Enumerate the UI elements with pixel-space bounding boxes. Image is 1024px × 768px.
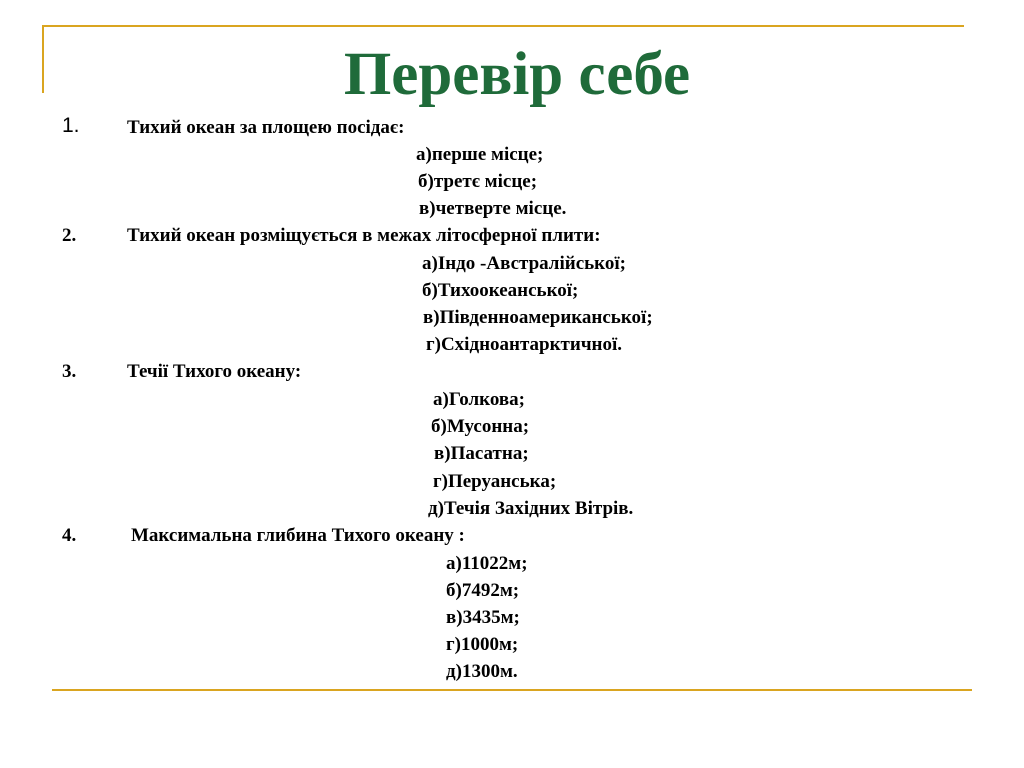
answer-option: д)Течія Західних Вітрів. [428,498,634,519]
answer-option: в)четверте місце. [419,198,567,219]
answer-option: а)перше місце; [416,144,544,165]
answer-option: б)Мусонна; [431,416,530,437]
frame-bottom-line [52,689,972,691]
answer-option: б)третє місце; [418,171,538,192]
answer-option: а)11022м; [446,553,528,574]
answer-option: г)Східноантарктичної. [426,334,623,355]
question-text: Течії Тихого океану: [127,361,302,382]
slide-title: Перевір себе [343,41,691,108]
answer-option: г)1000м; [446,634,519,655]
question-number: 2. [62,225,77,246]
answer-option: д)1300м. [446,661,518,682]
question-number: 3. [62,361,77,382]
question-number: 4. [62,525,77,546]
answer-option: а)Голкова; [433,389,525,410]
answer-option: в)3435м; [446,607,520,628]
answer-option: в)Пасатна; [434,443,529,464]
question-text: Тихий океан розміщується в межах літосферної плити: [127,225,601,246]
question-number: 1. [62,114,80,137]
frame-top-line [42,25,964,27]
answer-option: б)7492м; [446,580,520,601]
answer-option: а)Індо -Австралійської; [422,253,626,274]
answer-option: в)Південноамериканської; [423,307,653,328]
question-text: Тихий океан за площею посідає: [127,117,405,138]
question-text: Максимальна глибина Тихого океану : [131,525,465,546]
answer-option: г)Перуанська; [433,471,557,492]
answer-option: б)Тихоокеанської; [422,280,579,301]
